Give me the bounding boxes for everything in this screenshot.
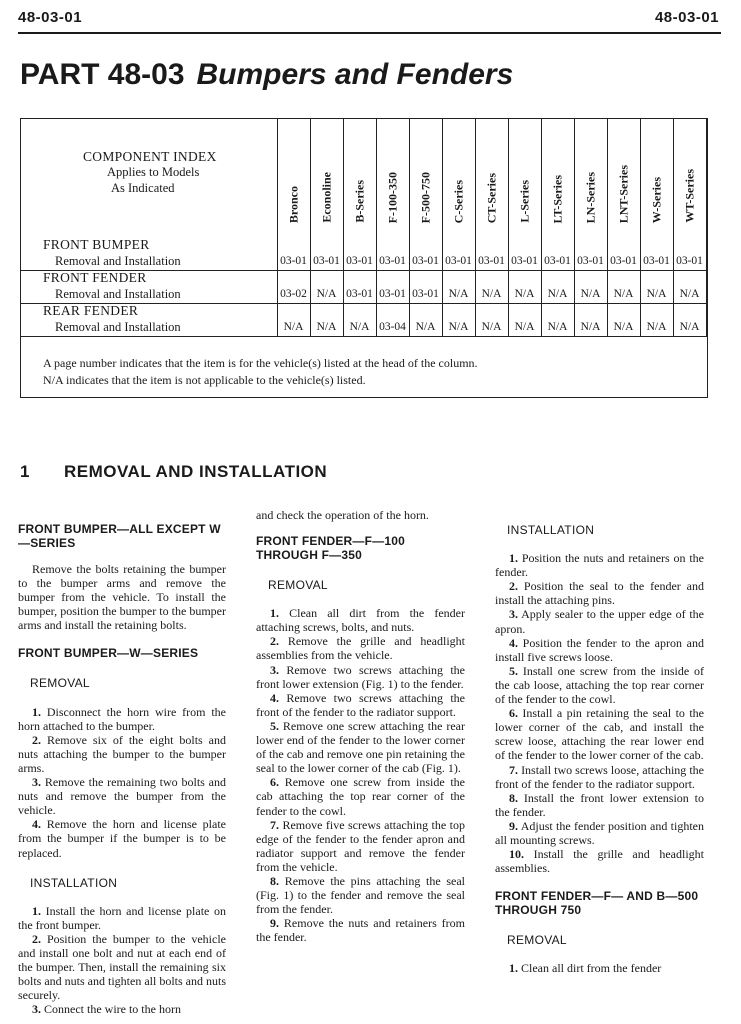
procedure-step bbox=[495, 763, 704, 791]
column-header-label: L-Series bbox=[517, 180, 531, 223]
step-text: Remove the remaining two bolts and nuts and remove the bumper from the vehicle. bbox=[18, 775, 227, 818]
component-index-subtitle: As Indicated bbox=[111, 181, 175, 195]
table-cell: N/A bbox=[646, 288, 667, 300]
table-cell: 03-02 bbox=[280, 288, 307, 300]
table-section-label: FRONT FENDER bbox=[43, 270, 147, 285]
table-cell: 03-01 bbox=[313, 255, 340, 267]
table-cell: N/A bbox=[580, 321, 601, 333]
column-header-label: Bronco bbox=[286, 185, 300, 223]
table-cell: N/A bbox=[349, 321, 370, 333]
table-cell: N/A bbox=[415, 321, 436, 333]
procedure-step bbox=[18, 705, 226, 733]
section-number: 1 bbox=[20, 462, 30, 481]
table-cell: 03-01 bbox=[577, 255, 604, 267]
procedure-step bbox=[18, 1002, 226, 1016]
column-header bbox=[310, 119, 343, 229]
column-header-label: B-Series bbox=[352, 180, 366, 223]
step-text: Install two screws loose, attaching the front of the fender to the radiator support. bbox=[495, 762, 704, 791]
table-cell: 03-01 bbox=[280, 255, 307, 267]
column-header-label: F-500-750 bbox=[418, 171, 432, 223]
step-number: 1. bbox=[509, 961, 518, 976]
step-number: 2. bbox=[32, 931, 41, 946]
column-header bbox=[409, 119, 442, 229]
step-number: 3. bbox=[32, 775, 41, 790]
column-header-label: W-Series bbox=[649, 176, 663, 223]
step-text: Position the nuts and retainers on the fender. bbox=[495, 551, 704, 580]
column-header bbox=[475, 119, 508, 229]
column-header bbox=[343, 119, 376, 229]
step-text: Position the fender to the apron and install five screws loose. bbox=[495, 635, 704, 664]
text-column-1 bbox=[18, 508, 226, 1016]
table-row-label: Removal and Installation bbox=[55, 320, 181, 334]
step-text: Remove six of the eight bolts and nuts attaching the bumper to the bumper arms. bbox=[18, 732, 227, 775]
table-cell: 03-01 bbox=[478, 255, 505, 267]
column-header bbox=[508, 119, 541, 229]
page-number-right: 48-03-01 bbox=[654, 9, 719, 26]
table-row-label: Removal and Installation bbox=[55, 287, 181, 301]
step-number: 8. bbox=[509, 790, 518, 805]
subsection-heading: FRONT FENDER—F— AND B—500 THROUGH 750 bbox=[495, 889, 699, 918]
step-text: Remove two screws attaching the front lower extension (Fig. 1) to the fender. bbox=[256, 662, 465, 691]
table-cell: N/A bbox=[316, 321, 337, 333]
step-number: 6. bbox=[270, 775, 279, 790]
step-text: Remove two screws attaching the front of the fender to the radiator support. bbox=[256, 690, 465, 719]
step-number: 2. bbox=[509, 579, 518, 594]
table-cell: 03-01 bbox=[610, 255, 637, 267]
part-title bbox=[20, 58, 513, 92]
column-header bbox=[541, 119, 574, 229]
step-number: 9. bbox=[509, 818, 518, 833]
table-cell: 03-01 bbox=[445, 255, 472, 267]
column-header bbox=[607, 119, 640, 229]
procedure-step bbox=[495, 706, 704, 762]
column-header-label: LN-Series bbox=[583, 171, 597, 223]
column-header-label: C-Series bbox=[451, 179, 465, 223]
column-header bbox=[673, 119, 706, 229]
step-number: 5. bbox=[509, 663, 518, 678]
table-cell: N/A bbox=[514, 321, 535, 333]
table-cell: N/A bbox=[547, 288, 568, 300]
step-text: Remove the horn and license plate from the bumper if the bumper is to be replaced. bbox=[18, 817, 227, 860]
step-number: 5. bbox=[270, 718, 279, 733]
table-cell: N/A bbox=[547, 321, 568, 333]
procedure-step bbox=[495, 847, 704, 875]
procedure-step bbox=[495, 819, 704, 847]
part-label: PART 48-03 bbox=[20, 58, 185, 91]
procedure-step bbox=[18, 817, 226, 859]
column-header bbox=[376, 119, 409, 229]
column-header-label: CT-Series bbox=[484, 172, 498, 223]
table-cell: 03-01 bbox=[379, 288, 406, 300]
step-number: 3. bbox=[270, 662, 279, 677]
table-row-label: Removal and Installation bbox=[55, 254, 181, 268]
step-text: Disconnect the horn wire from the horn attached to the bumper. bbox=[18, 704, 226, 733]
procedure-heading: INSTALLATION bbox=[30, 875, 118, 890]
table-cell: 03-01 bbox=[643, 255, 670, 267]
step-text: Clean all dirt from the fender attaching screws, bolts, and nuts. bbox=[256, 606, 466, 635]
step-number: 3. bbox=[509, 607, 518, 622]
section-title: REMOVAL AND INSTALLATION bbox=[63, 462, 328, 481]
table-cell: 03-01 bbox=[544, 255, 571, 267]
procedure-heading: REMOVAL bbox=[268, 578, 328, 593]
component-index-subtitle: Applies to Models bbox=[107, 165, 200, 179]
procedure-step bbox=[256, 874, 465, 916]
table-cell: N/A bbox=[283, 321, 304, 333]
table-rule bbox=[21, 336, 707, 337]
step-number: 4. bbox=[509, 635, 518, 650]
header-rule bbox=[18, 32, 721, 34]
component-index-table bbox=[20, 118, 708, 398]
step-number: 7. bbox=[270, 817, 279, 832]
table-cell: N/A bbox=[448, 288, 469, 300]
step-text: Remove one screw from inside the cab attaching the top rear corner of the fender to the cowl. bbox=[256, 775, 466, 818]
subsection-heading: FRONT FENDER—F—100 THROUGH F—350 bbox=[256, 534, 405, 563]
table-cell: N/A bbox=[679, 288, 700, 300]
column-header bbox=[442, 119, 475, 229]
paragraph bbox=[18, 562, 226, 632]
procedure-step bbox=[495, 579, 704, 607]
step-text: Remove the nuts and retainers from the fender. bbox=[256, 916, 466, 945]
procedure-step bbox=[256, 818, 465, 874]
procedure-step bbox=[495, 551, 704, 579]
procedure-heading: INSTALLATION bbox=[507, 523, 595, 537]
step-number: 9. bbox=[270, 916, 279, 931]
table-section-label: REAR FENDER bbox=[43, 303, 139, 318]
column-header-label: F-100-350 bbox=[385, 171, 399, 223]
step-text: Install the horn and license plate on the front bumper. bbox=[18, 903, 226, 932]
table-cell: 03-01 bbox=[412, 255, 439, 267]
table-cell: 03-04 bbox=[379, 321, 406, 333]
step-text: Position the seal to the fender and install the attaching pins. bbox=[495, 579, 704, 608]
procedure-heading: REMOVAL bbox=[30, 676, 90, 691]
step-number: 4. bbox=[32, 817, 41, 832]
step-text: Apply sealer to the upper edge of the apron. bbox=[495, 607, 704, 636]
column-header-label: LNT-Series bbox=[616, 164, 630, 223]
text-column-2 bbox=[256, 508, 465, 944]
step-number: 1. bbox=[32, 903, 41, 918]
column-header-label: Econoline bbox=[319, 172, 333, 223]
procedure-step bbox=[256, 663, 465, 691]
table-cell: 03-01 bbox=[676, 255, 703, 267]
procedure-step bbox=[256, 775, 465, 817]
step-text: Install one screw from the inside of the cab loose, attaching the top rear corner of the fender to the cowl. bbox=[495, 663, 705, 707]
table-cell: 03-01 bbox=[346, 255, 373, 267]
step-text: Adjust the fender position and tighten all mounting screws. bbox=[495, 818, 705, 847]
procedure-step bbox=[18, 733, 226, 775]
step-number: 10. bbox=[509, 847, 524, 862]
procedure-step bbox=[495, 636, 704, 664]
component-index-title: COMPONENT INDEX bbox=[83, 149, 217, 164]
table-cell: N/A bbox=[580, 288, 601, 300]
table-cell: N/A bbox=[481, 321, 502, 333]
table-cell: N/A bbox=[514, 288, 535, 300]
procedure-heading: REMOVAL bbox=[507, 933, 567, 948]
table-cell: N/A bbox=[316, 288, 337, 300]
table-footnote: A page number indicates that the item is for the vehicle(s) listed at the head of the column. bbox=[43, 356, 478, 370]
part-name: Bumpers and Fenders bbox=[196, 58, 514, 91]
procedure-step bbox=[495, 961, 704, 975]
column-header-label: WT-Series bbox=[682, 169, 696, 223]
text-column-3 bbox=[495, 508, 704, 975]
step-number: 3. bbox=[32, 1002, 41, 1017]
procedure-step bbox=[256, 606, 465, 634]
procedure-step bbox=[256, 634, 465, 662]
step-number: 6. bbox=[509, 706, 518, 721]
step-text: Remove five screws attaching the top edge of the fender to the fender apron and radiator support and remove the fender from the vehicle. bbox=[256, 817, 465, 874]
step-number: 8. bbox=[270, 873, 279, 888]
table-footnote: N/A indicates that the item is not applicable to the vehicle(s) listed. bbox=[43, 373, 366, 387]
table-cell: 03-01 bbox=[511, 255, 538, 267]
table-cell: N/A bbox=[448, 321, 469, 333]
step-text: Install a pin retaining the seal to the lower corner of the cab, and install the screw loose, attaching the rear lower end of the fender to the lower corner of the cab. bbox=[495, 706, 704, 763]
table-cell: N/A bbox=[613, 321, 634, 333]
table-cell: 03-01 bbox=[412, 288, 439, 300]
step-number: 1. bbox=[509, 551, 518, 566]
table-cell: 03-01 bbox=[379, 255, 406, 267]
step-text: Install the grille and headlight assemblies. bbox=[495, 847, 704, 876]
procedure-step bbox=[18, 932, 226, 1002]
step-text: Install the front lower extension to the fender. bbox=[495, 790, 704, 819]
step-number: 7. bbox=[509, 762, 518, 777]
section-heading bbox=[20, 462, 327, 482]
step-text: Remove the grille and headlight assemblies from the vehicle. bbox=[256, 634, 465, 663]
step-text: and check the operation of the horn. bbox=[256, 508, 429, 522]
step-text: Clean all dirt from the fender bbox=[521, 961, 662, 976]
procedure-step bbox=[495, 664, 704, 706]
page-number-left: 48-03-01 bbox=[18, 9, 83, 26]
subsection-heading: FRONT BUMPER—W—SERIES bbox=[18, 646, 199, 661]
table-cell: N/A bbox=[481, 288, 502, 300]
step-text: Connect the wire to the horn bbox=[44, 1002, 181, 1017]
step-text: Remove the bolts retaining the bumper to the bumper arms and remove the bumper from the vehicle. To install the bumper, position the bumper to the bumper arms and install the retaining bolts. bbox=[18, 562, 226, 633]
step-number: 1. bbox=[32, 704, 41, 719]
step-number: 4. bbox=[270, 690, 279, 705]
table-cell: N/A bbox=[679, 321, 700, 333]
procedure-step bbox=[18, 775, 226, 817]
procedure-step bbox=[256, 691, 465, 719]
table-cell: 03-01 bbox=[346, 288, 373, 300]
column-header bbox=[574, 119, 607, 229]
step-number: 1. bbox=[270, 606, 279, 621]
table-cell: N/A bbox=[646, 321, 667, 333]
procedure-step bbox=[256, 916, 465, 944]
step-number: 2. bbox=[270, 634, 279, 649]
paragraph bbox=[256, 508, 465, 522]
column-header-label: LT-Series bbox=[550, 174, 564, 223]
column-header bbox=[640, 119, 673, 229]
procedure-step bbox=[495, 791, 704, 819]
column-header bbox=[277, 119, 310, 229]
procedure-step bbox=[18, 904, 226, 932]
subsection-heading: FRONT BUMPER—ALL EXCEPT W—SERIES bbox=[18, 522, 221, 550]
procedure-step bbox=[256, 719, 465, 775]
step-number: 2. bbox=[32, 732, 41, 747]
procedure-step bbox=[495, 607, 704, 635]
step-text: Remove the pins attaching the seal (Fig. 1) to the fender and remove the seal from the fender. bbox=[256, 873, 466, 917]
table-section-label: FRONT BUMPER bbox=[43, 237, 150, 252]
step-text: Position the bumper to the vehicle and install one bolt and nut at each end of the bumper. Then, install the remaining six bolts and nuts and tighten all bolts and nuts securely. bbox=[18, 931, 226, 1003]
table-cell: N/A bbox=[613, 288, 634, 300]
step-text: Remove one screw attaching the rear lower end of the fender to the lower corner of the cab and remove one pin retaining the seal to the lower corner of the cab (Fig. 1). bbox=[256, 718, 465, 776]
